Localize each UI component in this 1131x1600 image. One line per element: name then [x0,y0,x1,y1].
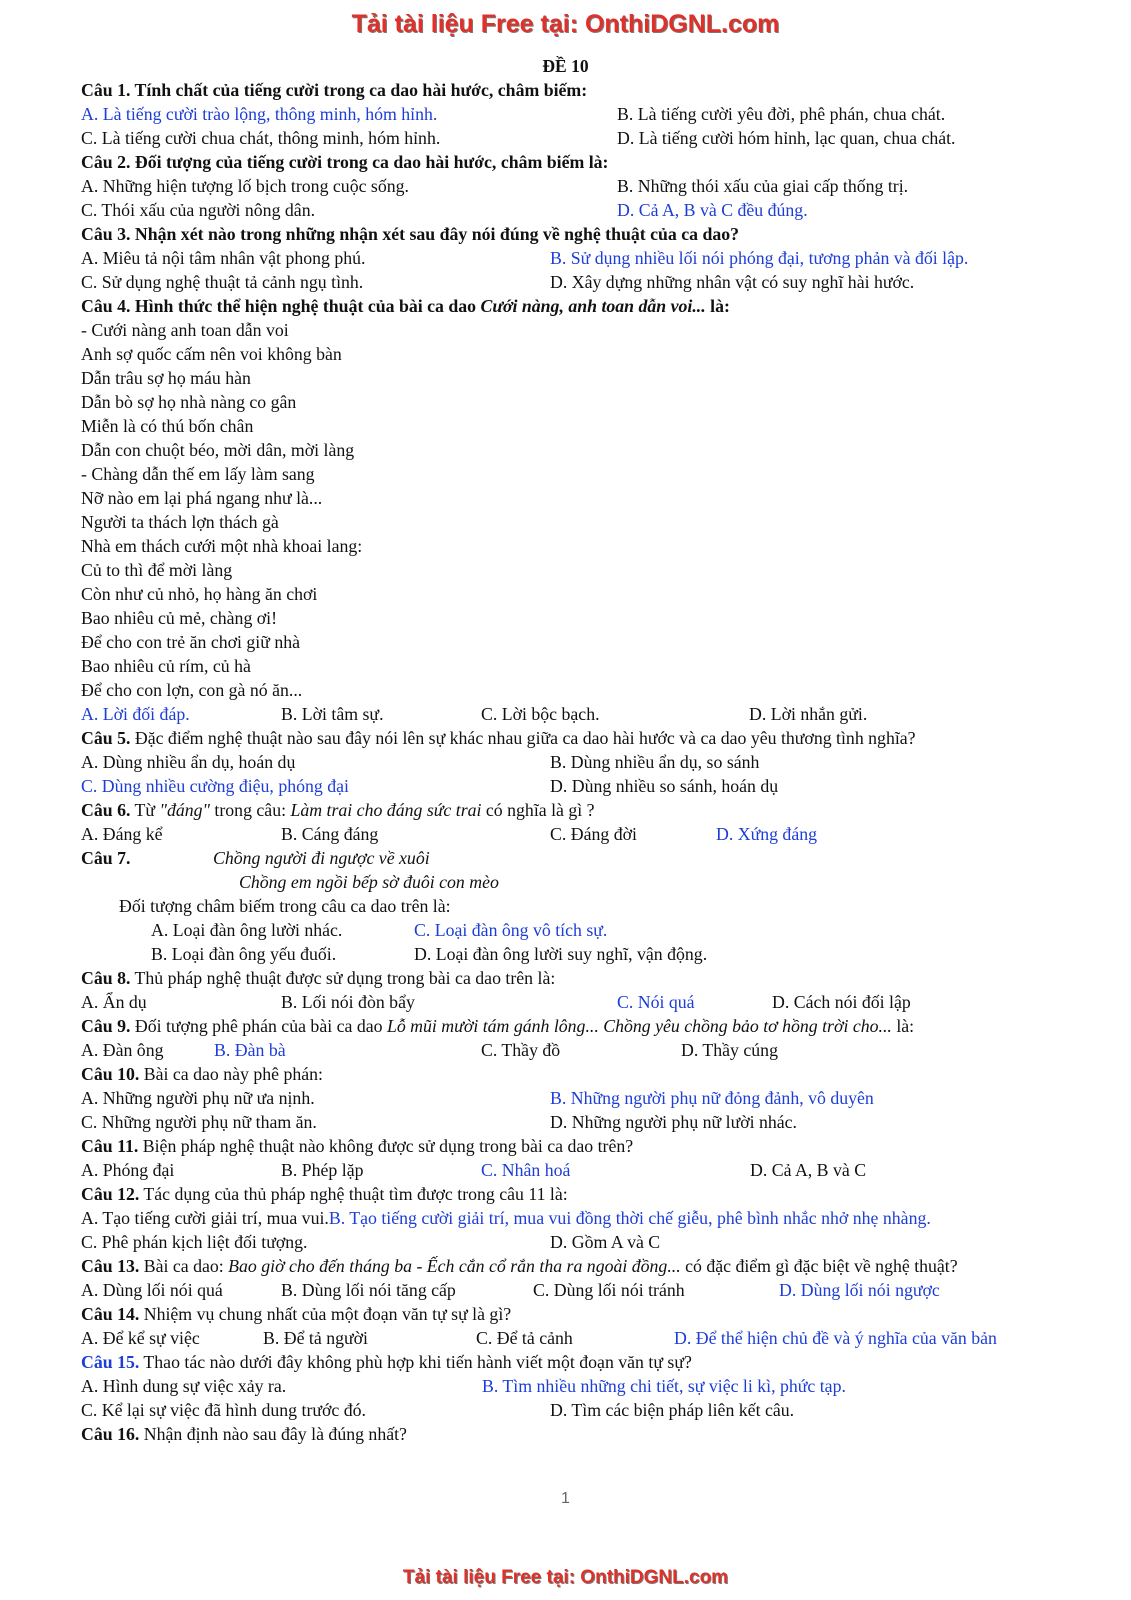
q11-option-d: D. Cả A, B và C [750,1160,867,1180]
q7-option-c: C. Loại đàn ông vô tích sự. [414,920,608,940]
q1-option-a: A. Là tiếng cười trào lộng, thông minh, hóm hỉnh. [81,104,438,124]
question-14 [81,1302,1081,1326]
q6-option-b: B. Cáng đáng [281,824,379,844]
page-number: 1 [561,1490,570,1507]
q4-label: Câu 4. Hình thức thể hiện nghệ thuật của bài ca dao [81,296,481,316]
q6-mid: trong câu: [209,800,291,820]
q3-option-d: D. Xây dựng những nhân vật có suy nghĩ hài hước. [550,272,915,292]
q14-option-c: C. Để tả cảnh [476,1328,573,1348]
q8-options [81,990,1081,1014]
q1-option-c: C. Là tiếng cười chua chát, thông minh, hóm hỉnh. [81,128,441,148]
q16-text: Nhận định nào sau đây là đúng nhất? [139,1424,407,1444]
q9-pre: Đối tượng phê phán của bài ca dao [130,1016,387,1036]
q6-tail: có nghĩa là gì ? [481,800,595,820]
question-6 [81,798,1081,822]
q8-option-a: A. Ẩn dụ [81,992,147,1012]
question-9 [81,1014,1081,1038]
q6-pre: Từ [130,800,160,820]
question-3: Câu 3. Nhận xét nào trong những nhận xét sau đây nói đúng về nghệ thuật của ca dao? [81,224,740,244]
q4-tail: là: [705,296,730,316]
q9-poem-title: Lỗ mũi mười tám gánh lông... Chồng yêu chồng bảo tơ hồng trời cho... [386,1016,892,1036]
question-12 [81,1182,1081,1206]
q7-text: Đối tượng châm biếm trong câu ca dao trên là: [119,896,451,916]
q16-label: Câu 16. [81,1424,140,1444]
q9-tail: là: [891,1016,915,1036]
question-8 [81,966,1081,990]
q7-option-a: A. Loại đàn ông lười nhác. [151,920,343,940]
q4-poem-title: Cưới nàng, anh toan dẫn voi... [480,296,706,316]
q4-option-d: D. Lời nhắn gửi. [749,704,868,724]
q13-pre: Bài ca dao: [139,1256,229,1276]
q12-row-1 [81,1206,1081,1230]
question-16 [81,1422,1081,1446]
q2-option-c: C. Thói xấu của người nông dân. [81,200,316,220]
q15-option-a: A. Hình dung sự việc xảy ra. [81,1376,287,1396]
q15-option-c: C. Kể lại sự việc đã hình dung trước đó. [81,1400,366,1420]
q15-row-2 [81,1398,1081,1422]
q12-option-d: D. Gồm A và C [550,1232,661,1252]
q5-option-d: D. Dùng nhiều so sánh, hoán dụ [550,776,779,796]
q9-option-c: C. Thầy đồ [481,1040,561,1060]
question-4 [81,294,1081,318]
q15-row-1 [81,1374,1081,1398]
q12-option-c: C. Phê phán kịch liệt đối tượng. [81,1232,308,1252]
q13-tail: có đặc điểm gì đặc biệt về nghệ thuật? [680,1256,958,1276]
q4-option-a: A. Lời đối đáp. [81,704,190,724]
q4-poem-line: Củ to thì để mời làng [81,560,233,580]
header-banner: Tải tài liệu Free tại: OnthiDGNL.com [351,10,780,38]
q10-label: Câu 10. [81,1064,140,1084]
q14-option-d: D. Để thể hiện chủ đề và ý nghĩa của văn bản [674,1328,997,1348]
q4-poem-line: Để cho con trẻ ăn chơi giữ nhà [81,632,301,652]
q10-row-2 [81,1110,1081,1134]
q6-options [81,822,1081,846]
q5-option-c: C. Dùng nhiều cường điệu, phóng đại [81,776,349,796]
question-11 [81,1134,1081,1158]
q13-poem-title: Bao giờ cho đến tháng ba - Ếch cắn cổ rắn tha ra ngoài đồng... [228,1256,681,1276]
q5-option-a: A. Dùng nhiều ẩn dụ, hoán dụ [81,752,296,772]
q4-poem-line: Bao nhiêu củ mẻ, chàng ơi! [81,608,278,628]
q7-option-b: B. Loại đàn ông yếu đuối. [151,944,337,964]
q13-option-a: A. Dùng lối nói quá [81,1280,223,1300]
question-1: Câu 1. Tính chất của tiếng cười trong ca dao hài hước, châm biếm: [81,80,588,100]
q4-poem-line: Còn như củ nhỏ, họ hàng ăn chơi [81,584,318,604]
q1-option-b: B. Là tiếng cười yêu đời, phê phán, chua chát. [617,104,946,124]
q12-label: Câu 12. [81,1184,140,1204]
q2-option-d: D. Cả A, B và C đều đúng. [617,200,808,220]
q10-option-d: D. Những người phụ nữ lười nhác. [550,1112,798,1132]
q7-verse-2: Chồng em ngồi bếp sờ đuôi con mèo [239,872,499,892]
q13-option-d: D. Dùng lối nói ngược [779,1280,940,1300]
q5-row-2 [81,774,1081,798]
q10-option-b: B. Những người phụ nữ đỏng đảnh, vô duyên [550,1088,874,1108]
q6-word: "đáng" [159,800,210,820]
q7-label: Câu 7. [81,848,131,868]
q3-row-2 [81,270,1081,294]
q13-label: Câu 13. [81,1256,140,1276]
q15-option-d: D. Tìm các biện pháp liên kết câu. [550,1400,795,1420]
q5-label: Câu 5. [81,728,131,748]
q4-poem-line: Người ta thách lợn thách gà [81,512,279,532]
footer-banner: Tải tài liệu Free tại: OnthiDGNL.com [402,1567,729,1588]
q6-option-c: C. Đáng đời [550,824,637,844]
exam-content [81,78,1081,1446]
q7-row-2 [81,942,1081,966]
q8-label: Câu 8. [81,968,131,988]
q4-poem-line: Dẫn con chuột béo, mời dân, mời làng [81,440,355,460]
q9-options [81,1038,1081,1062]
q4-poem-line: Dẫn trâu sợ họ máu hàn [81,368,251,388]
q15-option-b: B. Tìm nhiều những chi tiết, sự việc li kì, phức tạp. [482,1376,846,1396]
question-10 [81,1062,1081,1086]
q1-row-2 [81,126,1081,150]
q14-text: Nhiệm vụ chung nhất của một đoạn văn tự sự là gì? [139,1304,512,1324]
q7-option-d: D. Loại đàn ông lười suy nghĩ, vận động. [414,944,708,964]
q7-row-1 [81,918,1081,942]
q5-text: Đặc điểm nghệ thuật nào sau đây nói lên sự khác nhau giữa ca dao hài hước và ca dao yêu thương tình nghĩa? [130,728,916,748]
q11-options [81,1158,1081,1182]
q11-option-b: B. Phép lặp [281,1160,364,1180]
q6-sentence: Làm trai cho đáng sức trai [290,800,482,820]
question-13 [81,1254,1081,1278]
q11-option-a: A. Phóng đại [81,1160,175,1180]
question-15 [81,1350,1081,1374]
q15-label: Câu 15. [81,1352,140,1372]
exam-title: ĐỀ 10 [542,56,589,76]
q4-poem-line: Bao nhiêu củ rím, củ hà [81,656,251,676]
q15-text: Thao tác nào dưới đây không phù hợp khi tiến hành viết một đoạn văn tự sự? [139,1352,692,1372]
q11-option-c: C. Nhân hoá [481,1160,571,1180]
question-7 [81,846,1081,870]
q5-row-1 [81,750,1081,774]
q4-option-c: C. Lời bộc bạch. [481,704,600,724]
q7-prompt-line [81,894,1081,918]
q4-poem-line: Để cho con lợn, con gà nó ăn... [81,680,303,700]
q7-verse-1: Chồng người đi ngược về xuôi [213,848,430,868]
q3-option-a: A. Miêu tả nội tâm nhân vật phong phú. [81,248,366,268]
q9-option-a: A. Đàn ông [81,1040,164,1060]
q14-option-a: A. Để kể sự việc [81,1328,200,1348]
q14-options [81,1326,1081,1350]
q4-poem-line: Nhà em thách cưới một nhà khoai lang: [81,536,363,556]
q6-option-d: D. Xứng đáng [716,824,818,844]
q1-option-d: D. Là tiếng cười hóm hỉnh, lạc quan, chua chát. [617,128,956,148]
q9-label: Câu 9. [81,1016,131,1036]
q12-row-2 [81,1230,1081,1254]
q8-option-d: D. Cách nói đối lập [772,992,911,1012]
q4-poem-line: Anh sợ quốc cấm nên voi không bàn [81,344,342,364]
q4-poem-line: Dẫn bò sợ họ nhà nàng co gân [81,392,297,412]
q6-label: Câu 6. [81,800,131,820]
q8-text: Thủ pháp nghệ thuật được sử dụng trong bài ca dao trên là: [130,968,556,988]
q13-option-b: B. Dùng lối nói tăng cấp [281,1280,456,1300]
q4-poem-line: Miễn là có thú bốn chân [81,416,254,436]
q14-label: Câu 14. [81,1304,140,1324]
q12-text: Tác dụng của thủ pháp nghệ thuật tìm được trong câu 11 là: [139,1184,568,1204]
q2-row-1 [81,174,1081,198]
q10-option-c: C. Những người phụ nữ tham ăn. [81,1112,317,1132]
question-2: Câu 2. Đối tượng của tiếng cười trong ca dao hài hước, châm biếm là: [81,152,609,172]
q3-option-b: B. Sử dụng nhiều lối nói phóng đại, tương phản và đối lập. [550,248,969,268]
q10-text: Bài ca dao này phê phán: [139,1064,323,1084]
q9-option-b: B. Đàn bà [214,1040,286,1060]
q10-row-1 [81,1086,1081,1110]
q13-options [81,1278,1081,1302]
q7-verse-line-2 [81,870,1081,894]
q4-poem-line: - Cưới nàng anh toan dẫn voi [81,320,289,340]
q3-row-1 [81,246,1081,270]
q2-option-b: B. Những thói xấu của giai cấp thống trị. [617,176,909,196]
q1-row-1 [81,102,1081,126]
q10-option-a: A. Những người phụ nữ ưa nịnh. [81,1088,315,1108]
q14-option-b: B. Để tả người [263,1328,368,1348]
q4-poem [81,318,1081,702]
q13-option-c: C. Dùng lối nói tránh [533,1280,685,1300]
q8-option-c: C. Nói quá [617,992,695,1012]
q5-option-b: B. Dùng nhiều ẩn dụ, so sánh [550,752,760,772]
q4-poem-line: Nỡ nào em lại phá ngang như là... [81,488,323,508]
q12-option-b: B. Tạo tiếng cười giải trí, mua vui đồng thời chế giễu, phê bình nhắc nhở nhẹ nhàng. [328,1208,931,1228]
q4-options [81,702,1081,726]
q11-label: Câu 11. [81,1136,139,1156]
q8-option-b: B. Lối nói đòn bẩy [281,992,415,1012]
q11-text: Biện pháp nghệ thuật nào không được sử dụng trong bài ca dao trên? [138,1136,634,1156]
q12-option-a: A. Tạo tiếng cười giải trí, mua vui. [81,1208,329,1228]
q6-option-a: A. Đáng kể [81,824,163,844]
q4-option-b: B. Lời tâm sự. [281,704,384,724]
q2-option-a: A. Những hiện tượng lố bịch trong cuộc sống. [81,176,409,196]
question-5 [81,726,1081,750]
q4-poem-line: - Chàng dẫn thế em lấy làm sang [81,464,315,484]
q3-option-c: C. Sử dụng nghệ thuật tả cảnh ngụ tình. [81,272,364,292]
q9-option-d: D. Thầy cúng [681,1040,778,1060]
q2-row-2 [81,198,1081,222]
